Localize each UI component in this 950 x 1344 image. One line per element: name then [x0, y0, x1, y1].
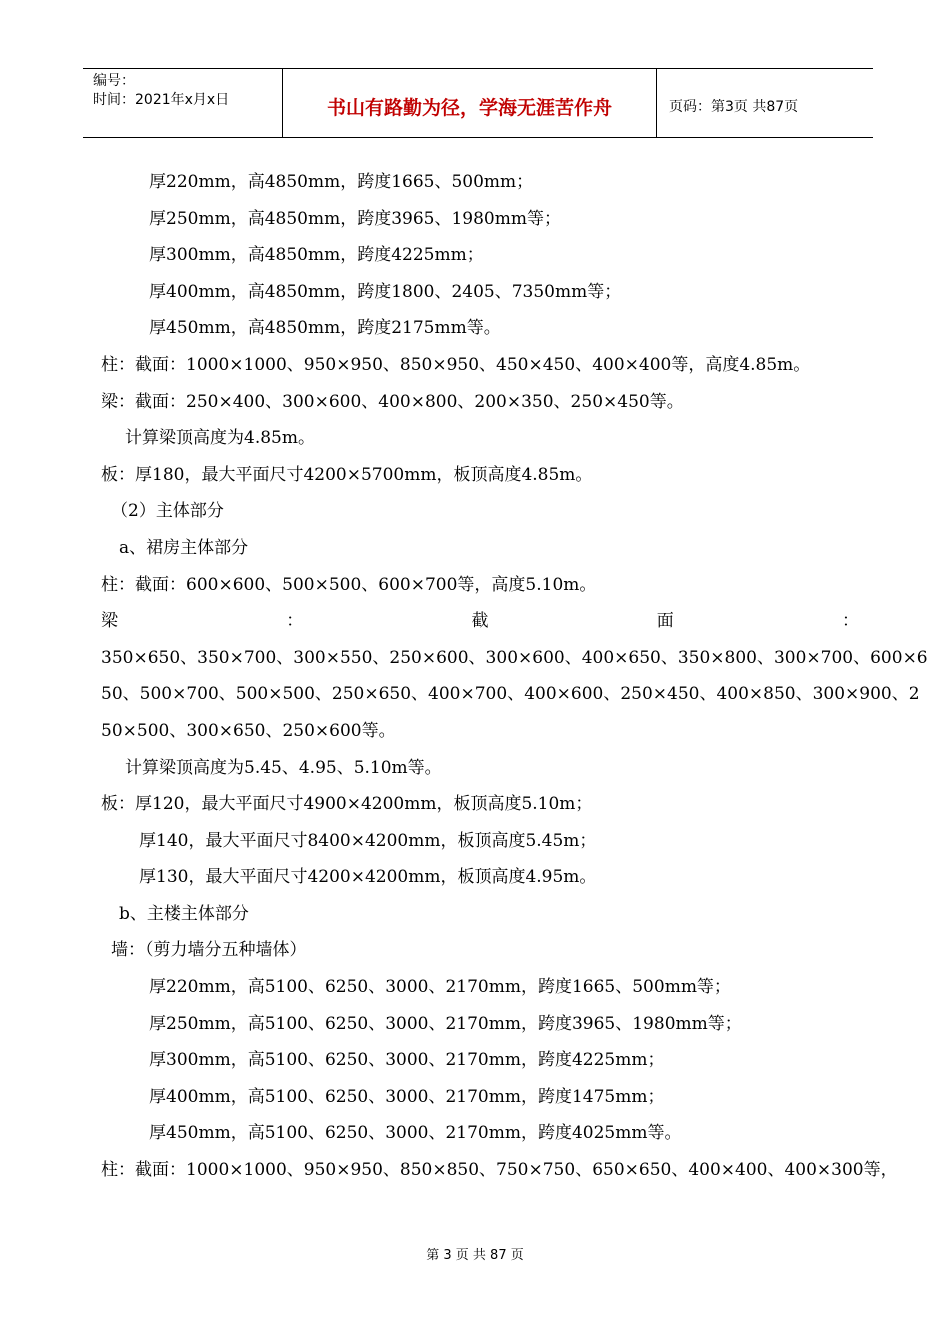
document-body — [101, 164, 928, 1189]
text-line: 厚450mm，高4850mm，跨度2175mm等。 — [149, 318, 501, 339]
text-line: 柱：截面：1000×1000、950×950、850×850、750×750、650×650、400×400、400×300等， — [101, 1160, 898, 1181]
document-number-label: 编号： — [93, 73, 135, 89]
beam-label-char: ： — [842, 611, 859, 632]
text-line: 梁：截面：250×400、300×600、400×800、200×350、250×450等。 — [101, 391, 684, 412]
text-line: 50、500×700、500×500、250×650、400×700、400×600、250×450、400×850、300×900、2 — [101, 684, 920, 705]
page-header — [83, 68, 873, 138]
text-line: 厚300mm，高4850mm，跨度4225mm； — [149, 245, 484, 266]
text-line: 350×650、350×700、300×550、250×600、300×600、400×650、350×800、300×700、600×6 — [101, 647, 928, 668]
header-motto: 书山有路勤为径，学海无涯苦作舟 — [283, 69, 657, 137]
subsection-heading: b、主楼主体部分 — [119, 903, 249, 924]
beam-label-char: 截 — [471, 611, 489, 632]
section-heading: （2）主体部分 — [111, 501, 224, 522]
beam-section-label-line — [101, 603, 859, 640]
header-page-info: 页码：第3页 共87页 — [669, 99, 799, 115]
text-line: 柱：截面：600×600、500×500、600×700等，高度5.10m。 — [101, 574, 597, 595]
text-line: 厚400mm，高4850mm，跨度1800、2405、7350mm等； — [149, 281, 622, 302]
text-line: 厚400mm，高5100、6250、3000、2170mm，跨度1475mm； — [149, 1086, 665, 1107]
text-line: 50×500、300×650、250×600等。 — [101, 720, 396, 741]
text-line: 厚450mm，高5100、6250、3000、2170mm，跨度4025mm等。 — [149, 1123, 682, 1144]
text-line: 厚130，最大平面尺寸4200×4200mm，板顶高度4.95m。 — [139, 867, 597, 888]
text-line: 厚220mm，高5100、6250、3000、2170mm，跨度1665、500mm等； — [149, 977, 731, 998]
text-line: 厚140，最大平面尺寸8400×4200mm，板顶高度5.45m； — [139, 830, 597, 851]
text-line: 厚250mm，高4850mm，跨度3965、1980mm等； — [149, 208, 561, 229]
text-line: 厚300mm，高5100、6250、3000、2170mm，跨度4225mm； — [149, 1050, 665, 1071]
text-line: 计算梁顶高度为4.85m。 — [125, 428, 315, 449]
document-time: 时间：2021年x月x日 — [93, 92, 230, 108]
text-line: 厚220mm，高4850mm，跨度1665、500mm； — [149, 172, 534, 192]
text-line: 板：厚180，最大平面尺寸4200×5700mm，板顶高度4.85m。 — [101, 464, 593, 485]
text-line: 柱：截面：1000×1000、950×950、850×950、450×450、400×400等，高度4.85m。 — [101, 354, 811, 375]
beam-label-char: ： — [286, 611, 304, 632]
text-line: 厚250mm，高5100、6250、3000、2170mm，跨度3965、1980mm等； — [149, 1013, 742, 1034]
text-line: 计算梁顶高度为5.45、4.95、5.10m等。 — [125, 757, 442, 778]
subsection-heading: a、裙房主体部分 — [119, 537, 249, 558]
text-line: 板：厚120，最大平面尺寸4900×4200mm，板顶高度5.10m； — [101, 794, 593, 815]
header-meta — [83, 69, 283, 137]
beam-label-char: 面 — [656, 611, 674, 632]
beam-label-char: 梁 — [101, 611, 118, 632]
text-line: 墙：（剪力墙分五种墙体） — [111, 940, 307, 961]
page-footer: 第 3 页 共 87 页 — [426, 1248, 524, 1263]
